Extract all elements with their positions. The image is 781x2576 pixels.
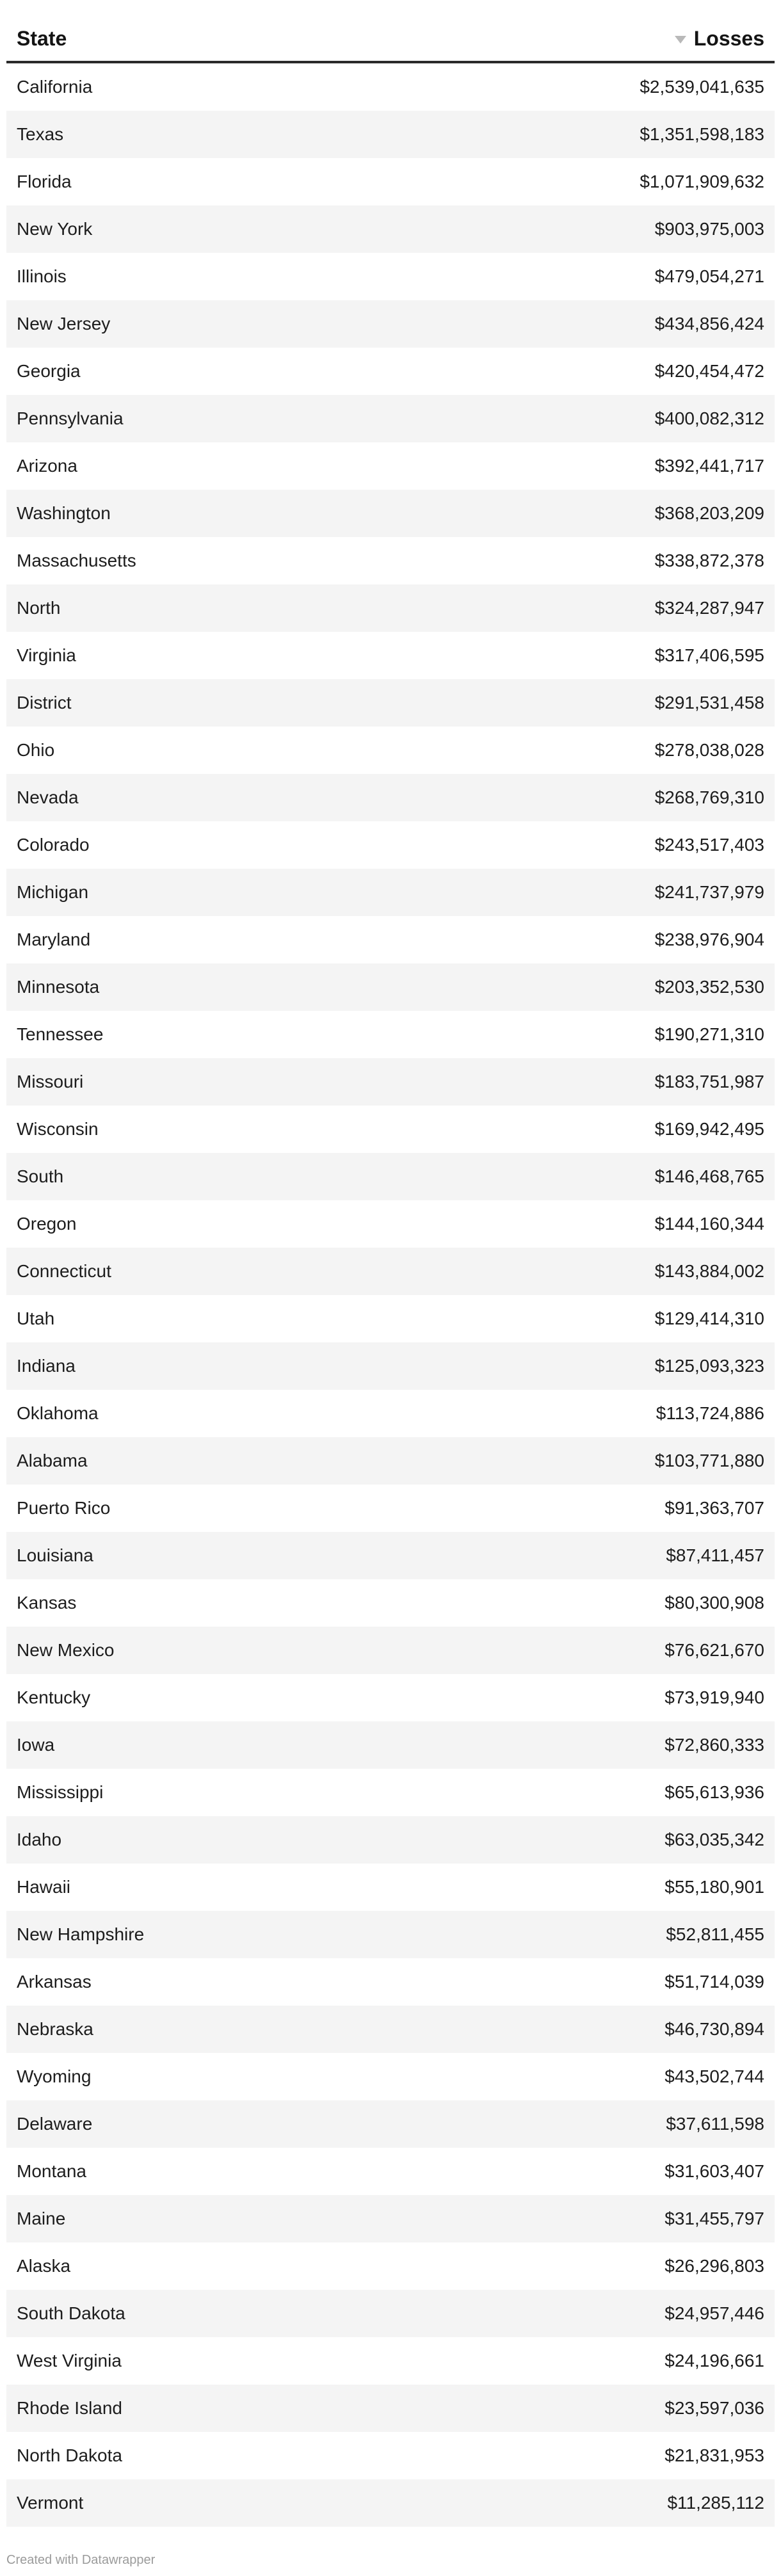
losses-cell: $169,942,495 <box>654 1119 764 1139</box>
losses-cell: $1,071,909,632 <box>640 172 764 191</box>
state-cell: North <box>17 598 61 618</box>
state-cell: New Mexico <box>17 1640 115 1660</box>
losses-cell: $52,811,455 <box>666 1924 764 1944</box>
losses-cell: $317,406,595 <box>654 645 764 665</box>
table-row <box>6 2242 775 2290</box>
table-row <box>6 395 775 442</box>
table-row <box>6 1864 775 1911</box>
state-cell: New Jersey <box>17 314 111 334</box>
header-row <box>6 0 775 62</box>
state-cell: Mississippi <box>17 1782 104 1802</box>
table-row <box>6 1437 775 1485</box>
table-row <box>6 1816 775 1864</box>
state-cell: Alabama <box>17 1451 88 1470</box>
losses-cell: $76,621,670 <box>664 1640 764 1660</box>
table-row <box>6 1721 775 1769</box>
state-cell: Puerto Rico <box>17 1498 111 1518</box>
table-row <box>6 1485 775 1532</box>
losses-cell: $11,285,112 <box>667 2493 764 2513</box>
losses-cell: $31,603,407 <box>664 2161 764 2181</box>
losses-cell: $51,714,039 <box>664 1972 764 1992</box>
table-row <box>6 679 775 727</box>
losses-cell: $26,296,803 <box>664 2256 764 2276</box>
losses-cell: $21,831,953 <box>664 2445 764 2465</box>
table-row <box>6 158 775 205</box>
losses-cell: $46,730,894 <box>664 2019 764 2039</box>
table-row <box>6 774 775 821</box>
losses-cell: $434,856,424 <box>654 314 764 334</box>
datawrapper-credit-link[interactable]: Created with Datawrapper <box>6 2553 156 2567</box>
table-row <box>6 1058 775 1106</box>
table-row <box>6 1911 775 1958</box>
losses-cell: $241,737,979 <box>654 882 764 902</box>
table-row <box>6 253 775 300</box>
table-row <box>6 348 775 395</box>
state-cell: Wisconsin <box>17 1119 99 1139</box>
state-cell: Indiana <box>17 1356 76 1376</box>
table-row <box>6 869 775 916</box>
table-row <box>6 584 775 632</box>
state-cell: Arizona <box>17 456 77 476</box>
losses-cell: $291,531,458 <box>654 693 764 712</box>
losses-cell: $190,271,310 <box>654 1024 764 1044</box>
state-cell: Maine <box>17 2209 66 2228</box>
losses-cell: $24,957,446 <box>664 2303 764 2323</box>
table-row <box>6 300 775 348</box>
state-cell: Nevada <box>17 787 79 807</box>
losses-cell: $268,769,310 <box>654 787 764 807</box>
losses-cell: $80,300,908 <box>664 1593 764 1613</box>
state-cell: Texas <box>17 124 64 144</box>
losses-cell: $243,517,403 <box>654 835 764 855</box>
losses-cell: $23,597,036 <box>664 2398 764 2418</box>
table-row <box>6 1958 775 2006</box>
losses-cell: $55,180,901 <box>664 1877 764 1897</box>
table-row <box>6 111 775 158</box>
table-row <box>6 2385 775 2432</box>
losses-cell: $87,411,457 <box>666 1545 764 1565</box>
losses-cell: $400,082,312 <box>654 408 764 428</box>
losses-cell: $146,468,765 <box>654 1166 764 1186</box>
state-cell: Oklahoma <box>17 1403 99 1423</box>
state-cell: Georgia <box>17 361 81 381</box>
column-header-losses[interactable] <box>390 0 775 62</box>
table-row <box>6 1532 775 1579</box>
table-row <box>6 2337 775 2385</box>
state-cell: Montana <box>17 2161 86 2181</box>
state-cell: Nebraska <box>17 2019 93 2039</box>
table-row <box>6 821 775 869</box>
table-row <box>6 2432 775 2479</box>
state-cell: Massachusetts <box>17 551 136 570</box>
state-cell: Florida <box>17 172 72 191</box>
column-header-losses-label: Losses <box>693 27 764 50</box>
state-cell: Utah <box>17 1308 55 1328</box>
losses-cell: $24,196,661 <box>664 2351 764 2371</box>
losses-table <box>6 0 775 2527</box>
state-cell: Kansas <box>17 1593 77 1613</box>
losses-cell: $479,054,271 <box>654 266 764 286</box>
table-row <box>6 1200 775 1248</box>
state-cell: District <box>17 693 72 712</box>
losses-cell: $238,976,904 <box>654 930 764 949</box>
state-cell: North Dakota <box>17 2445 122 2465</box>
losses-cell: $183,751,987 <box>654 1072 764 1091</box>
table-row <box>6 205 775 253</box>
state-cell: Oregon <box>17 1214 77 1234</box>
losses-cell: $103,771,880 <box>654 1451 764 1470</box>
state-cell: Maryland <box>17 930 91 949</box>
table-row <box>6 442 775 490</box>
table-row <box>6 1769 775 1816</box>
losses-cell: $125,093,323 <box>654 1356 764 1376</box>
table-row <box>6 916 775 963</box>
table-row <box>6 2100 775 2148</box>
state-cell: Missouri <box>17 1072 84 1091</box>
table-row <box>6 62 775 111</box>
losses-cell: $37,611,598 <box>666 2114 764 2134</box>
table-row <box>6 1011 775 1058</box>
losses-cell: $43,502,744 <box>664 2066 764 2086</box>
table-row <box>6 2479 775 2527</box>
losses-cell: $2,539,041,635 <box>640 77 764 97</box>
table-row <box>6 1295 775 1342</box>
state-cell: Idaho <box>17 1830 62 1849</box>
table-row <box>6 490 775 537</box>
losses-cell: $278,038,028 <box>654 740 764 760</box>
state-cell: Hawaii <box>17 1877 71 1897</box>
losses-cell: $129,414,310 <box>654 1308 764 1328</box>
table-row <box>6 1153 775 1200</box>
losses-cell: $91,363,707 <box>664 1498 764 1518</box>
state-cell: Arkansas <box>17 1972 92 1992</box>
state-cell: Washington <box>17 503 111 523</box>
table-row <box>6 2148 775 2195</box>
table-row <box>6 1579 775 1627</box>
table-row <box>6 963 775 1011</box>
state-losses-table <box>6 0 775 2527</box>
state-cell: South Dakota <box>17 2303 125 2323</box>
losses-cell: $368,203,209 <box>654 503 764 523</box>
losses-cell: $113,724,886 <box>656 1403 764 1423</box>
table-row <box>6 2053 775 2100</box>
state-cell: California <box>17 77 93 97</box>
table-row <box>6 632 775 679</box>
losses-cell: $31,455,797 <box>664 2209 764 2228</box>
table-row <box>6 1106 775 1153</box>
table-row <box>6 537 775 584</box>
table-row <box>6 1390 775 1437</box>
state-cell: New York <box>17 219 93 239</box>
table-row <box>6 1674 775 1721</box>
state-cell: Illinois <box>17 266 67 286</box>
losses-cell: $392,441,717 <box>654 456 764 476</box>
state-cell: South <box>17 1166 64 1186</box>
state-cell: Ohio <box>17 740 55 760</box>
state-cell: Tennessee <box>17 1024 104 1044</box>
state-cell: Louisiana <box>17 1545 93 1565</box>
losses-cell: $143,884,002 <box>654 1261 764 1281</box>
state-cell: Vermont <box>17 2493 84 2513</box>
losses-cell: $903,975,003 <box>654 219 764 239</box>
state-cell: Michigan <box>17 882 89 902</box>
losses-cell: $144,160,344 <box>654 1214 764 1234</box>
table-row <box>6 1342 775 1390</box>
losses-cell: $63,035,342 <box>664 1830 764 1849</box>
state-cell: Minnesota <box>17 977 100 997</box>
losses-cell: $72,860,333 <box>664 1735 764 1755</box>
state-cell: Colorado <box>17 835 90 855</box>
state-cell: Virginia <box>17 645 76 665</box>
sort-descending-icon <box>675 36 686 44</box>
table-body <box>6 62 775 2527</box>
table-row <box>6 2290 775 2337</box>
table-row <box>6 727 775 774</box>
state-cell: Connecticut <box>17 1261 111 1281</box>
table-row <box>6 1627 775 1674</box>
table-row <box>6 2195 775 2242</box>
state-cell: New Hampshire <box>17 1924 145 1944</box>
losses-cell: $324,287,947 <box>654 598 764 618</box>
column-header-state[interactable]: State <box>6 0 390 62</box>
state-cell: Rhode Island <box>17 2398 123 2418</box>
state-cell: Pennsylvania <box>17 408 124 428</box>
state-cell: Kentucky <box>17 1687 91 1707</box>
losses-cell: $420,454,472 <box>654 361 764 381</box>
table-row <box>6 2006 775 2053</box>
state-cell: Iowa <box>17 1735 55 1755</box>
state-cell: Delaware <box>17 2114 93 2134</box>
state-cell: Wyoming <box>17 2066 92 2086</box>
losses-cell: $203,352,530 <box>654 977 764 997</box>
losses-cell: $338,872,378 <box>654 551 764 570</box>
state-cell: West Virginia <box>17 2351 122 2371</box>
state-cell: Alaska <box>17 2256 71 2276</box>
losses-cell: $73,919,940 <box>664 1687 764 1707</box>
losses-cell: $1,351,598,183 <box>640 124 764 144</box>
table-row <box>6 1248 775 1295</box>
losses-cell: $65,613,936 <box>664 1782 764 1802</box>
